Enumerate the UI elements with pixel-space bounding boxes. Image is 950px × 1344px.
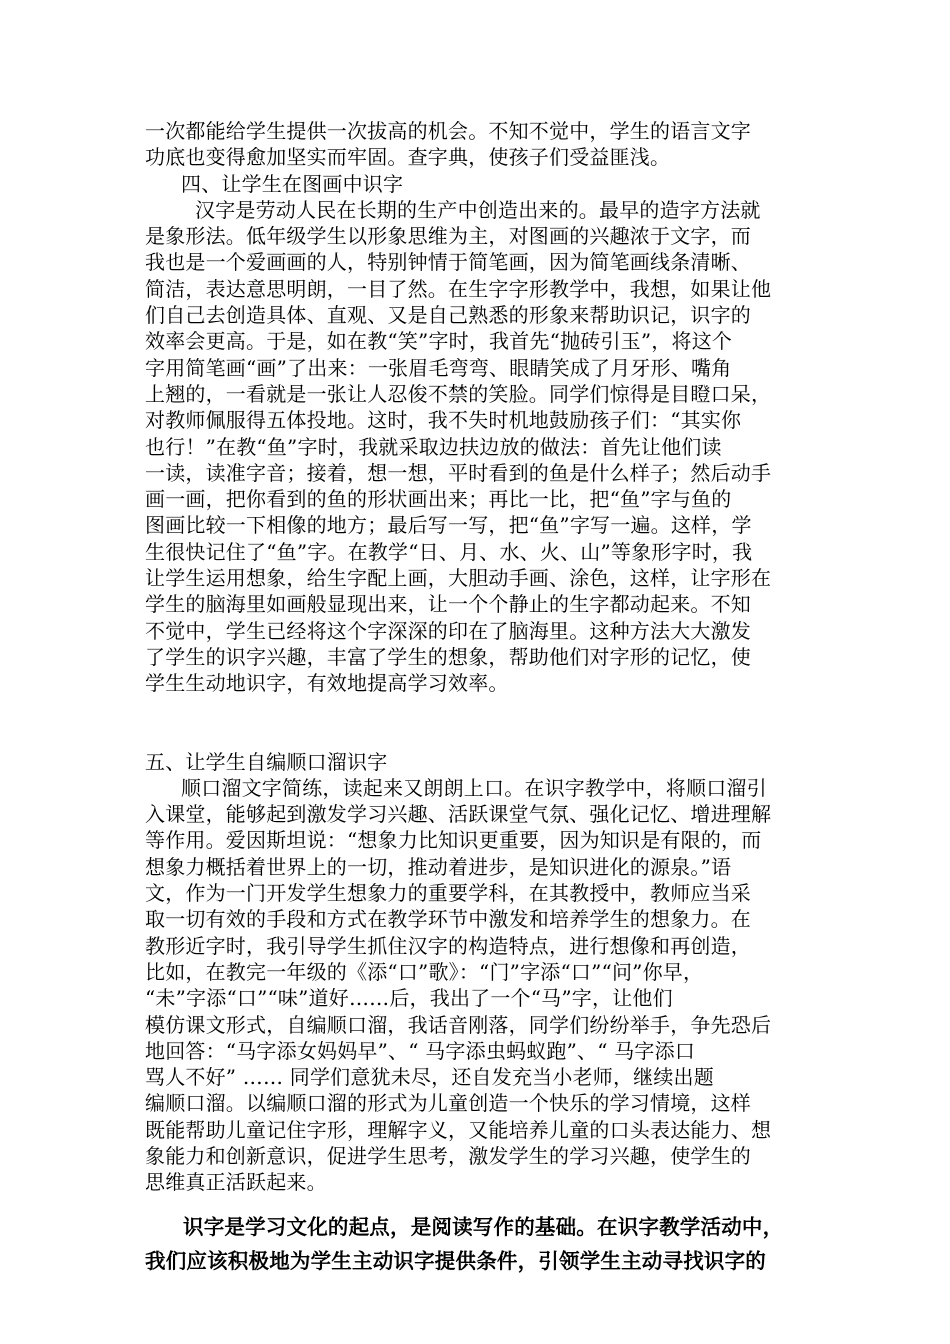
text-line: 编顺口溜。以编顺口溜的形式为儿童创造一个快乐的学习情境，这样 [145, 1091, 751, 1116]
text-line: 文，作为一门开发学生想象力的重要学科，在其教授中，教师应当采 [145, 881, 751, 906]
section-5 [145, 749, 813, 1196]
text-line: 图画比较一下相像的地方；最后写一写，把“鱼”字写一遍。这样，学 [145, 513, 752, 538]
text-line: 象能力和创新意识，促进学生思考，激发学生的学习兴趣，使学生的 [145, 1143, 751, 1168]
text-line: 了学生的识字兴趣，丰富了学生的想象，帮助他们对字形的记忆，使 [145, 644, 751, 669]
section-heading: 四、让学生在图画中识字 [181, 171, 404, 196]
text-line: 骂人不好” …… 同学们意犹未尽，还自发充当小老师，继续出题 [145, 1065, 714, 1090]
text-line: 们自己去创造具体、直观、又是自己熟悉的形象来帮助识记，识字的 [145, 303, 751, 328]
text-line: 一读，读准字音；接着，想一想，平时看到的鱼是什么样子；然后动手 [145, 460, 772, 485]
intro-paragraph [145, 118, 813, 171]
text-line: 等作用。爱因斯坦说：“想象力比知识更重要，因为知识是有限的，而 [145, 828, 762, 853]
text-line: 顺口溜文字简练，读起来又朗朗上口。在识字教学中，将顺口溜引 [181, 775, 767, 800]
text-line: 也行！”在教“鱼”字时，我就采取边扶边放的做法：首先让他们读 [145, 434, 722, 459]
text-line: 地回答：“马字添女妈妈早”、“ 马字添虫蚂蚁跑”、“ 马字添口 [145, 1038, 696, 1063]
conclusion-paragraph [145, 1210, 813, 1278]
section-heading: 五、让学生自编顺口溜识字 [145, 749, 388, 774]
text-line: 字用简笔画“画”了出来：一张眉毛弯弯、眼睛笑成了月牙形、嘴角 [145, 355, 732, 380]
blank-gap [145, 697, 813, 749]
text-line: 模仿课文形式，自编顺口溜，我话音刚落，同学们纷纷举手，争先恐后 [145, 1012, 772, 1037]
text-line: 既能帮助儿童记住字形，理解字义，又能培养儿童的口头表达能力、想 [145, 1117, 772, 1142]
text-line: 功底也变得愈加坚实而牢固。查字典，使孩子们受益匪浅。 [145, 145, 671, 170]
text-line: 取一切有效的手段和方式在教学环节中激发和培养学生的想象力。在 [145, 907, 751, 932]
text-line: 教形近字时，我引导学生抓住汉字的构造特点，进行想像和再创造， [145, 933, 751, 958]
text-line: 比如，在教完一年级的《添“口”歌》：“门”字添“口”“问”你早， [145, 959, 704, 984]
text-line: 思维真正活跃起来。 [145, 1170, 327, 1195]
text-line: 画一画，把你看到的鱼的形状画出来；再比一比，把“鱼”字与鱼的 [145, 487, 732, 512]
text-line: 对教师佩服得五体投地。这时，我不失时机地鼓励孩子们：“其实你 [145, 408, 742, 433]
text-line: 入课堂，能够起到激发学习兴趣、活跃课堂气氛、强化记忆、增进理解 [145, 802, 772, 827]
text-line: 想象力概括着世界上的一切，推动着进步，是知识进化的源泉。”语 [145, 854, 732, 879]
text-line: 不觉中，学生已经将这个字深深的印在了脑海里。这种方法大大激发 [145, 618, 751, 643]
text-line: 是象形法。低年级学生以形象思维为主，对图画的兴趣浓于文字，而 [145, 224, 751, 249]
text-line: 学生的脑海里如画般显现出来，让一个个静止的生字都动起来。不知 [145, 592, 751, 617]
text-line: “未”字添“口”“味”道好……后，我出了一个“马”字，让他们 [145, 986, 673, 1011]
text-line: 我们应该积极地为学生主动识字提供条件，引领学生主动寻找识字的 [145, 1248, 766, 1273]
text-line: 生很快记住了“鱼”字。在教学“日、月、水、火、山”等象形字时，我 [145, 539, 753, 564]
text-line: 汉字是劳动人民在长期的生产中创造出来的。最早的造字方法就 [195, 197, 761, 222]
section-4 [145, 171, 813, 697]
blank-gap [145, 1196, 813, 1210]
text-line: 简洁，表达意思明朗，一目了然。在生字字形教学中，我想，如果让他 [145, 276, 772, 301]
document-page [145, 118, 813, 1278]
text-line: 上翘的，一看就是一张让人忍俊不禁的笑脸。同学们惊得是目瞪口呆， [145, 381, 772, 406]
text-line: 识字是学习文化的起点，是阅读写作的基础。在识字教学活动中， [183, 1214, 784, 1239]
text-line: 让学生运用想象，给生字配上画，大胆动手画、涂色，这样，让字形在 [145, 566, 772, 591]
text-line: 我也是一个爱画画的人，特别钟情于简笔画，因为简笔画线条清晰、 [145, 250, 751, 275]
text-line: 一次都能给学生提供一次拔高的机会。不知不觉中，学生的语言文字 [145, 119, 751, 143]
text-line: 学生生动地识字，有效地提高学习效率。 [145, 671, 509, 696]
text-line: 效率会更高。于是，如在教“笑”字时，我首先“抛砖引玉”，将这个 [145, 329, 733, 354]
